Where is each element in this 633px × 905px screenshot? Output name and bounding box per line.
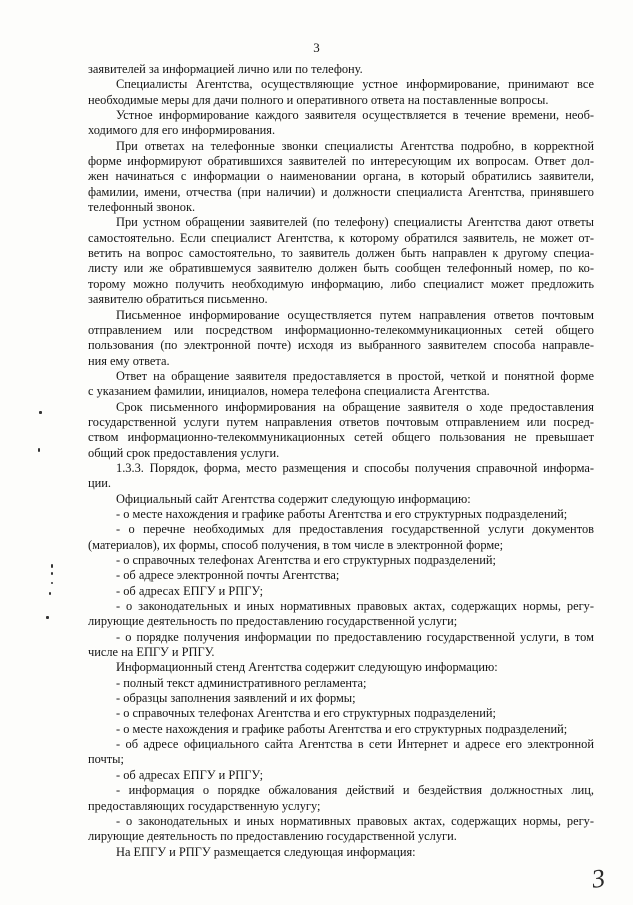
text-line: ветить на вопрос самостоятельно, то заявитель должен быть направлен к другому специа- [88,246,594,261]
text-line: заявителей за информацией лично или по телефону. [88,62,363,76]
text-line: Устное информирование каждого заявителя осуществляется в течение времени, необ- [116,108,594,123]
text-line: листу или же обратившемуся заявителю должен быть сообщен телефонный номер, по ко- [88,261,594,276]
text-line: лирующие деятельность по предоставлению государственной услуги. [88,829,457,844]
text-line: - об адресе электронной почты Агентства; [116,568,340,583]
text-line: телефонный звонок. [88,200,196,215]
text-line: отправлением или посредством информационно-телекоммуникационных сетей общего [88,322,594,337]
text-line: почты; [88,752,124,767]
scan-mark [51,572,53,575]
text-line: ходимого для его информирования. [88,123,276,138]
text-line: При устном обращении заявителей (по телефону) специалисты Агентства дают ответы [116,215,594,230]
text-line: - образцы заполнения заявлений и их формы; [116,691,356,706]
text-line: числе на ЕПГУ и РПГУ. [88,645,215,660]
text-line: ством информационно-телекоммуникационных сетей общего пользования не превышает [88,430,594,445]
text-line: - о месте нахождения и графике работы Агентства и его структурных подразделений; [116,721,568,736]
scan-mark [46,616,49,619]
text-line: фамилии, имени, отчества (при наличии) и должности специалиста Агентства, принявшего [88,184,594,199]
text-line: форме информируют обратившихся заявителей по интересующим их вопросам. Ответ дол- [88,154,594,169]
text-line: общий срок предоставления услуги. [88,445,280,460]
document-body [88,62,594,860]
text-line: - информация о порядке обжалования действий и бездействия должностных лиц, [116,783,594,798]
scan-mark [51,582,53,584]
text-line: - о порядке получения информации по предоставлению государственной услуги, в том [116,629,594,644]
text-line: ции. [88,476,111,491]
text-line: При ответах на телефонные звонки специалисты Агентства подробно, в корректной [116,138,594,153]
text-line: Письменное информирование осуществляется путем направления ответов почтовым [116,307,594,322]
text-line: ния ему ответа. [88,353,170,368]
text-line: На ЕПГУ и РПГУ размещается следующая информация: [116,844,416,859]
text-line: - об адресе официального сайта Агентства в сети Интернет и адресе его электронной [116,737,594,752]
text-line: - об адресах ЕПГУ и РПГУ; [116,583,264,598]
page-number: 3 [313,40,320,55]
text-line: - о справочных телефонах Агентства и его структурных подразделений; [116,553,496,567]
text-line: - о перечне необходимых для предоставления государственной услуги документов [116,522,594,537]
scan-mark [51,564,53,568]
text-line: Специалисты Агентства, осуществляющие устное информирование, принимают все [116,77,594,92]
text-line: - полный текст административного регламента; [116,675,367,690]
text-line: жен начинаться с информации о наименовании органа, в который обратились заявители, [88,169,594,184]
text-line: пользования (по электронной почте) исходя из выбранного заявителем способа направле- [88,338,594,353]
text-line: предоставляющих государственную услугу; [88,798,321,813]
text-line: (материалов), их формы, способ получения, в том числе в электронной форме; [88,537,504,552]
text-line: торому можно получить необходимую информацию, либо специалист может предложить [88,276,594,291]
text-line: Срок письменного информирования на обращение заявителя о ходе предоставления [116,399,594,414]
text-line: государственной услуги путем направления ответов почтовым отправлением или посред- [88,414,594,429]
text-line: - о справочных телефонах Агентства и его структурных подразделений; [116,706,496,721]
text-line: самостоятельно. Если специалист Агентства, к которому обратился заявитель, не может от- [88,230,594,245]
scan-mark [39,411,42,414]
text-line: Информационный стенд Агентства содержит следующую информацию: [116,660,498,675]
text-line: - о месте нахождения и графике работы Агентства и его структурных подразделений; [116,506,568,521]
text-line: Официальный сайт Агентства содержит следующую информацию: [116,491,471,506]
text-line: 1.3.3. Порядок, форма, место размещения и способы получения справочной информа- [116,460,594,475]
text-line: лирующие деятельность по предоставлению государственной услуги; [88,614,458,629]
text-line: - о законодательных и иных нормативных правовых актах, содержащих нормы, регу- [116,599,594,614]
text-line: необходимые меры для дачи полного и оперативного ответа на поставленные вопросы. [88,92,549,107]
text-line: - об адресах ЕПГУ и РПГУ; [116,767,264,782]
text-line: с указанием фамилии, инициалов, номера телефона специалиста Агентства. [88,384,490,399]
scan-mark [38,448,40,452]
text-line: Ответ на обращение заявителя предоставляется в простой, четкой и понятной форме [116,368,594,383]
scan-mark [49,592,51,595]
text-line: заявителю обратиться письменно. [88,292,268,307]
text-line: - о законодательных и иных нормативных правовых актах, содержащих нормы, регу- [116,813,594,828]
handwritten-page-number: 3 [589,863,607,894]
